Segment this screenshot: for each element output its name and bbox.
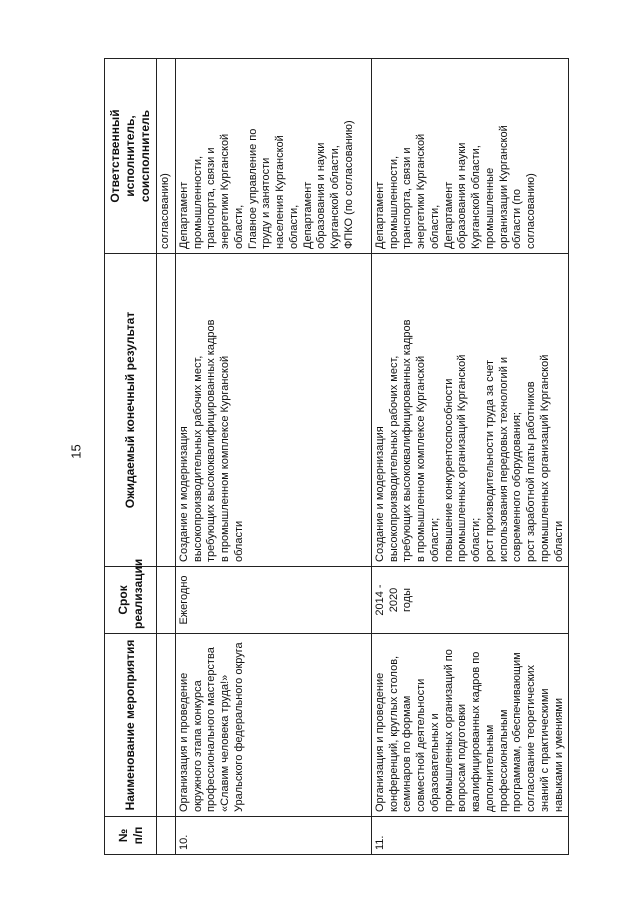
row-name: Организация и проведение окружного этапа конкурса профессионального мастерства «Славим человека труда!» Уральского федерального округа <box>175 634 371 817</box>
rotated-table-container <box>104 59 565 855</box>
row-name: Организация и проведение конференций, круглых столов, семинаров по формам совместной деятельности образовательных и промышленных организаций по вопросам подготовки квалифицированных кадров по дополнительным профессиональным программам, обеспечивающим согласование теоретических знаний с практическими навыками и умениями <box>371 634 569 817</box>
table-row <box>371 59 569 855</box>
row-no: 11. <box>371 817 569 855</box>
row-no: 10. <box>175 817 371 855</box>
row-result: Создание и модернизация высокопроизводительных рабочих мест, требующих высококвалифицированных кадров в промышленном комплексе Курганской области <box>175 254 371 567</box>
header-no: № п/п <box>105 817 157 855</box>
header-result: Ожидаемый конечный результат <box>105 254 157 567</box>
row-term: 2014 - 2020 годы <box>371 567 569 634</box>
row-responsible: Департамент промышленности, транспорта, связи и энергетики Курганской области, Департамент образования и науки Курганской области, промышленные организации Курганской области (по согласованию) <box>371 59 569 254</box>
row-result: Создание и модернизация высокопроизводительных рабочих мест, требующих высококвалифицированных кадров в промышленном комплексе Курганской области; повышение конкурентоспособности промышленных организаций Курганской области; рост производительности труда за счет использования передовых технологий и современного оборудования; рост заработной платы работников промышленных организаций Курганской области <box>371 254 569 567</box>
table-header-row <box>105 59 157 855</box>
rotated-table-frame <box>104 59 565 855</box>
row-term: Ежегодно <box>175 567 371 634</box>
header-responsible: Ответственный исполнитель, соисполнитель <box>105 59 157 254</box>
header-term: Срок реализации <box>105 567 157 634</box>
table-row <box>175 59 371 855</box>
measures-table <box>104 58 569 855</box>
continuation-row <box>157 59 176 855</box>
header-name: Наименование мероприятия <box>105 634 157 817</box>
page-number: 15 <box>68 444 84 459</box>
row-responsible: Департамент промышленности, транспорта, связи и энергетики Курганской области, Главное управление по труду и занятости населения Курганской области, Департамент образования и науки Курганской области, ФПКО (по согласованию) <box>175 59 371 254</box>
continuation-text: согласованию) <box>157 59 176 254</box>
